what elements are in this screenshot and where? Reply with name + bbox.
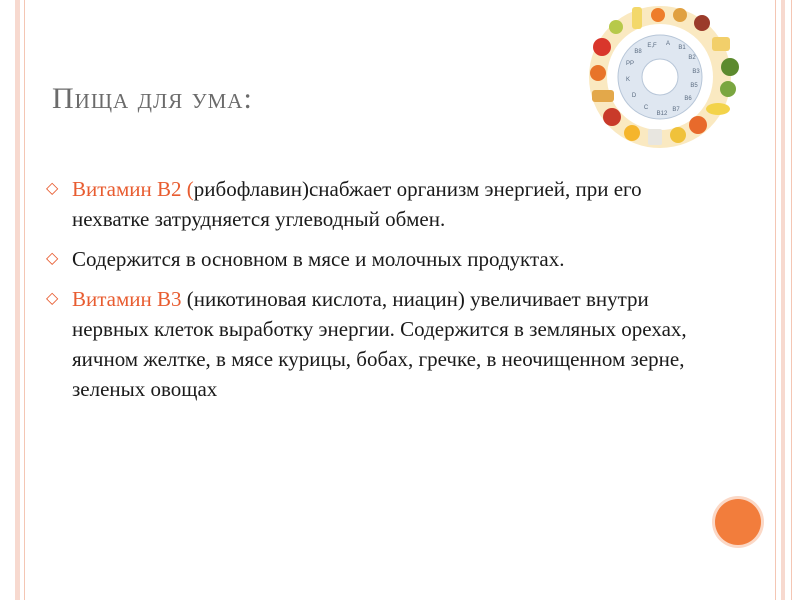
decorative-circle	[715, 499, 761, 545]
wheel-label: B3	[692, 69, 700, 75]
slide-title: Пища для ума:	[52, 82, 253, 115]
wheel-label: B8	[634, 49, 642, 55]
wheel-label: B2	[688, 55, 696, 61]
bullet-text: Содержится в основном в мясе и молочных продуктах.	[72, 247, 565, 271]
frame-right-outer-line	[791, 0, 792, 600]
wheel-label: PP	[625, 61, 635, 67]
frame-left-thin-line	[24, 0, 25, 600]
wheel-label: B12	[656, 111, 668, 117]
wheel-label: E,F	[647, 43, 657, 49]
list-item	[46, 244, 696, 274]
bullet-text: (никотиновая кислота, ниацин) увеличивает внутри нервных клеток выработку энергии. Содержится в земляных орехах, яичном желтке, в мясе курицы, бобах, гречке, в неочищенном зерне, зеленых овощах	[72, 287, 687, 401]
list-item	[46, 174, 696, 234]
bullet-highlight: Витамин В3	[72, 287, 182, 311]
frame-right-thin-line	[775, 0, 776, 600]
bullet-text: рибофлавин)снабжает организм энергией, при его нехватке затрудняется углеводный обмен.	[72, 177, 642, 231]
hollow-diamond-icon: ◇	[46, 180, 59, 197]
hollow-diamond-icon: ◇	[46, 290, 59, 307]
list-item	[46, 284, 696, 404]
wheel-label: B7	[672, 107, 680, 113]
wheel-label: B6	[684, 96, 692, 102]
wheel-label: B1	[678, 45, 686, 51]
wheel-label: D	[631, 93, 637, 99]
wheel-label: K	[625, 77, 631, 83]
wheel-label: A	[665, 41, 671, 47]
frame-left-line	[15, 0, 20, 600]
wheel-label: C	[643, 105, 649, 111]
vitamin-food-wheel-icon	[580, 5, 750, 150]
bullet-highlight: Витамин B2 (	[72, 177, 194, 201]
wheel-label: B5	[690, 83, 698, 89]
hollow-diamond-icon: ◇	[46, 250, 59, 267]
bullet-list	[46, 174, 696, 414]
frame-right-line	[781, 0, 785, 600]
